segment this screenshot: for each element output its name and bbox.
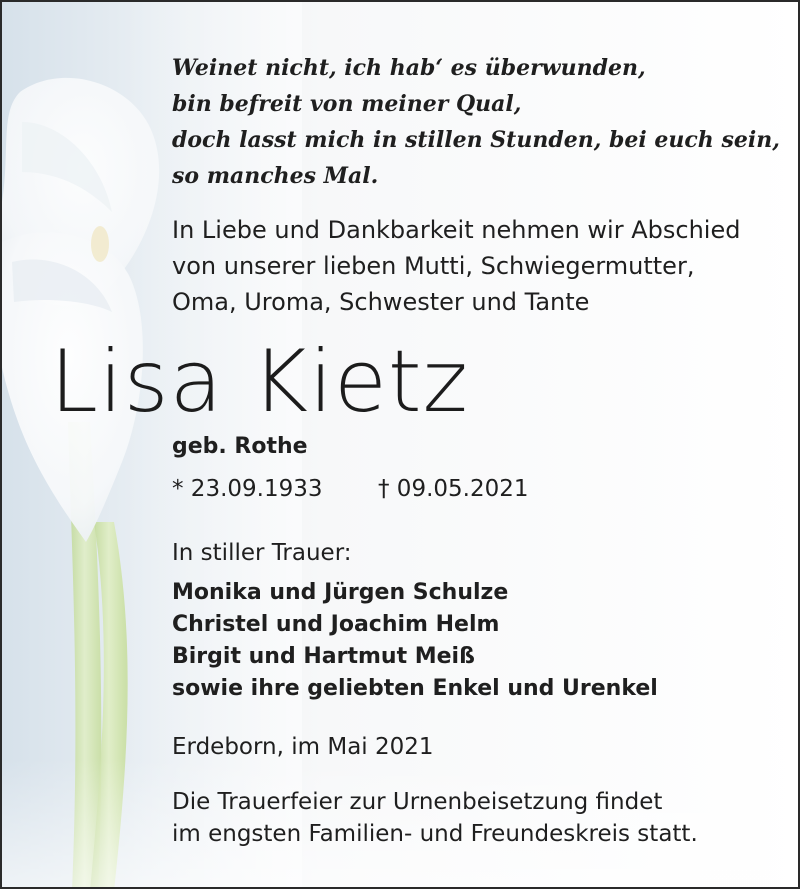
mourner-entry: sowie ihre geliebten Enkel und Urenkel [172,676,658,701]
mourner-entry: Christel und Joachim Helm [172,612,500,637]
birth-date: * 23.09.1933 [172,476,323,502]
deceased-name: Lisa Kietz [50,332,469,432]
mourners-heading: In stiller Trauer: [172,540,352,566]
place-and-date: Erdeborn, im Mai 2021 [172,734,434,760]
funeral-notice [172,786,698,850]
funeral-line: im engsten Familien- und Freundeskreis statt. [172,821,698,847]
intro-line: In Liebe und Dankbarkeit nehmen wir Abschied [172,216,741,244]
farewell-introduction [172,212,740,320]
intro-line: Oma, Uroma, Schwester und Tante [172,288,590,316]
intro-line: von unserer lieben Mutti, Schwiegermutter, [172,252,695,280]
mourner-entry: Monika und Jürgen Schulze [172,580,509,605]
poem-line: Weinet nicht, ich hab‘ es überwunden, [172,55,646,81]
maiden-name: geb. Rothe [172,434,308,459]
mourners-list [172,577,658,705]
poem-line: doch lasst mich in stillen Stunden, bei euch sein, [172,127,780,153]
poem-line: so manches Mal. [172,163,379,189]
memorial-poem [172,50,780,194]
funeral-line: Die Trauerfeier zur Urnenbeisetzung findet [172,789,663,815]
poem-line: bin befreit von meiner Qual, [172,91,522,117]
mourner-entry: Birgit und Hartmut Meiß [172,644,475,669]
death-date: † 09.05.2021 [378,476,529,502]
